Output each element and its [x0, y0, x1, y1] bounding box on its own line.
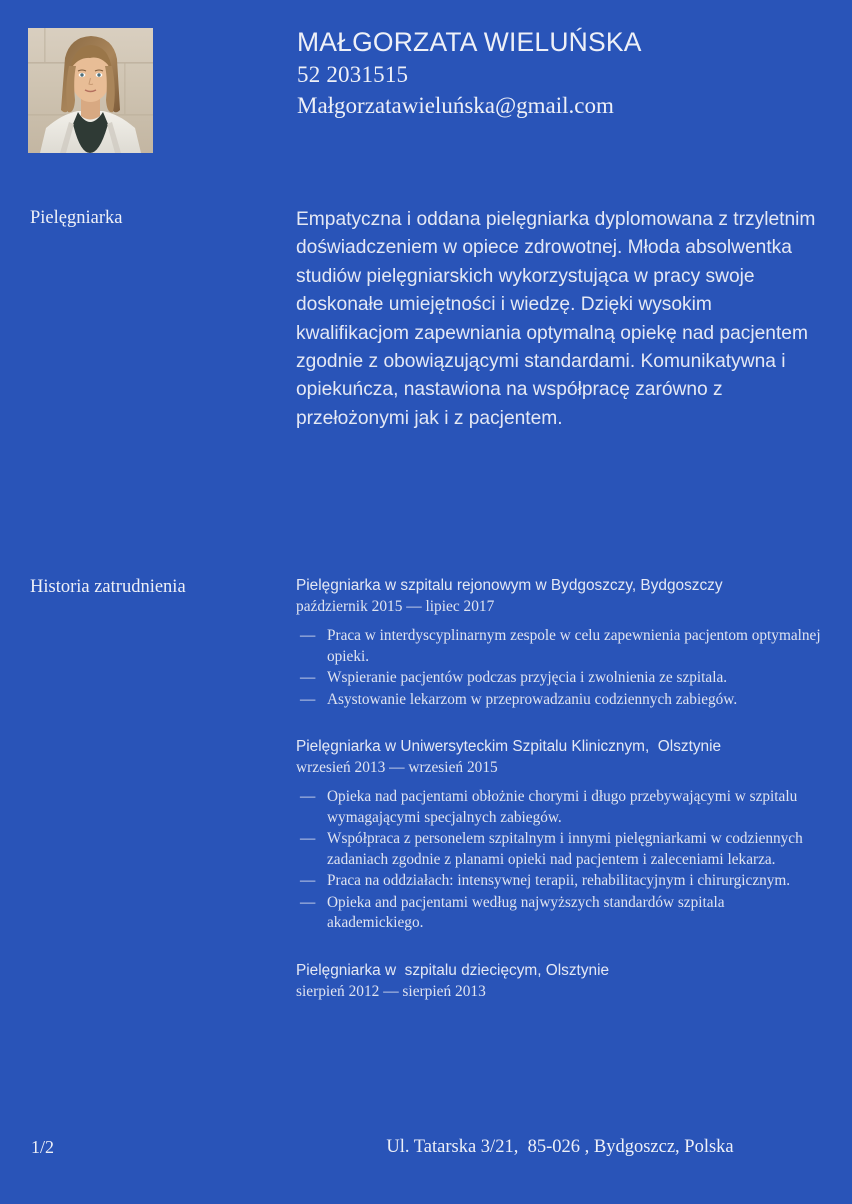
portrait-photo-icon	[28, 28, 153, 153]
job-entry	[296, 960, 824, 1002]
dash-bullet-icon: —	[300, 872, 316, 889]
dash-bullet-icon: —	[300, 690, 316, 708]
dash-bullet-icon: —	[300, 788, 316, 805]
dash-bullet-icon: —	[300, 669, 316, 686]
job-title: Pielęgniarka w Uniwersyteckim Szpitalu Klinicznym, Olsztynie	[296, 738, 722, 755]
list-item-label: Opieka and pacjentami według najwyższych standardów szpitala akademickiego.	[327, 893, 725, 931]
employment-history-content	[296, 575, 824, 1028]
list-item-label: Praca na oddziałach: intensywnej terapii, rehabilitacyjnym i chirurgicznym.	[327, 872, 791, 889]
email-address: Małgorzatawieluńska@gmail.com	[297, 93, 614, 118]
avatar	[28, 28, 153, 153]
job-title: Pielęgniarka w szpitalu rejonowym w Bydgoszczy, Bydgoszczy	[296, 577, 723, 594]
list-item	[296, 871, 824, 892]
list-item	[296, 626, 824, 667]
job-responsibility-list	[296, 626, 824, 710]
job-entry	[296, 736, 824, 934]
list-item	[296, 690, 824, 711]
job-dates: wrzesień 2013 — wrzesień 2015	[296, 759, 498, 776]
page-title: MAŁGORZATA WIELUŃSKA	[297, 27, 642, 57]
history-section-label: Historia zatrudnienia	[30, 577, 186, 597]
job-dates: sierpień 2012 — sierpień 2013	[296, 982, 486, 1000]
list-item-label: Praca w interdyscyplinarnym zespole w celu zapewnienia pacjentom optymalnej opieki.	[327, 627, 821, 665]
list-item	[296, 893, 824, 934]
job-entry	[296, 575, 824, 710]
header-contact-block	[297, 26, 837, 121]
job-responsibility-list	[296, 787, 824, 934]
summary-section-label: Pielęgniarka	[30, 208, 123, 228]
summary-paragraph: Empatyczna i oddana pielęgniarka dyplomowana z trzyletnim doświadczeniem w opiece zdrowotnej. Młoda absolwentka studiów pielęgniarskich wykorzystująca w pracy swoje doskonałe umiejętności i wiedzę. Dzięki wysokim kwalifikacjom zapewniania optymalną opiekę nad pacjentem zgodnie z obowiązującymi standardami. Komunikatywna i opiekuńcza, nastawiona na współpracę zarówno z przełożonymi jak i z pacjentem.	[296, 209, 821, 429]
list-item	[296, 787, 824, 828]
footer-address: Ul. Tatarska 3/21, 85-026 , Bydgoszcz, Polska	[386, 1137, 734, 1157]
page-number: 1/2	[31, 1137, 55, 1157]
list-item-label: Opieka nad pacjentami obłożnie chorymi i długo przebywającymi w szpitalu wymagającymi specjalnych zabiegów.	[327, 788, 798, 826]
list-item	[296, 668, 824, 689]
job-title: Pielęgniarka w szpitalu dziecięcym, Olsztynie	[296, 961, 610, 979]
dash-bullet-icon: —	[300, 627, 316, 644]
job-dates: październik 2015 — lipiec 2017	[296, 598, 495, 615]
list-item	[296, 829, 824, 870]
list-item-label: Wspieranie pacjentów podczas przyjęcia i zwolnienia ze szpitala.	[327, 669, 728, 686]
list-item-label: Współpraca z personelem szpitalnym i innymi pielęgniarkami w codziennych zadaniach zgodnie z planami opieki nad pacjentem i zaleceniami lekarza.	[327, 830, 803, 868]
resume-header	[0, 0, 852, 190]
dash-bullet-icon: —	[300, 893, 316, 911]
phone-number: 52 2031515	[297, 62, 409, 87]
list-item-label: Asystowanie lekarzom w przeprowadzaniu codziennych zabiegów.	[327, 690, 738, 708]
dash-bullet-icon: —	[300, 830, 316, 847]
page-footer	[0, 1135, 852, 1180]
summary-content	[296, 206, 824, 433]
